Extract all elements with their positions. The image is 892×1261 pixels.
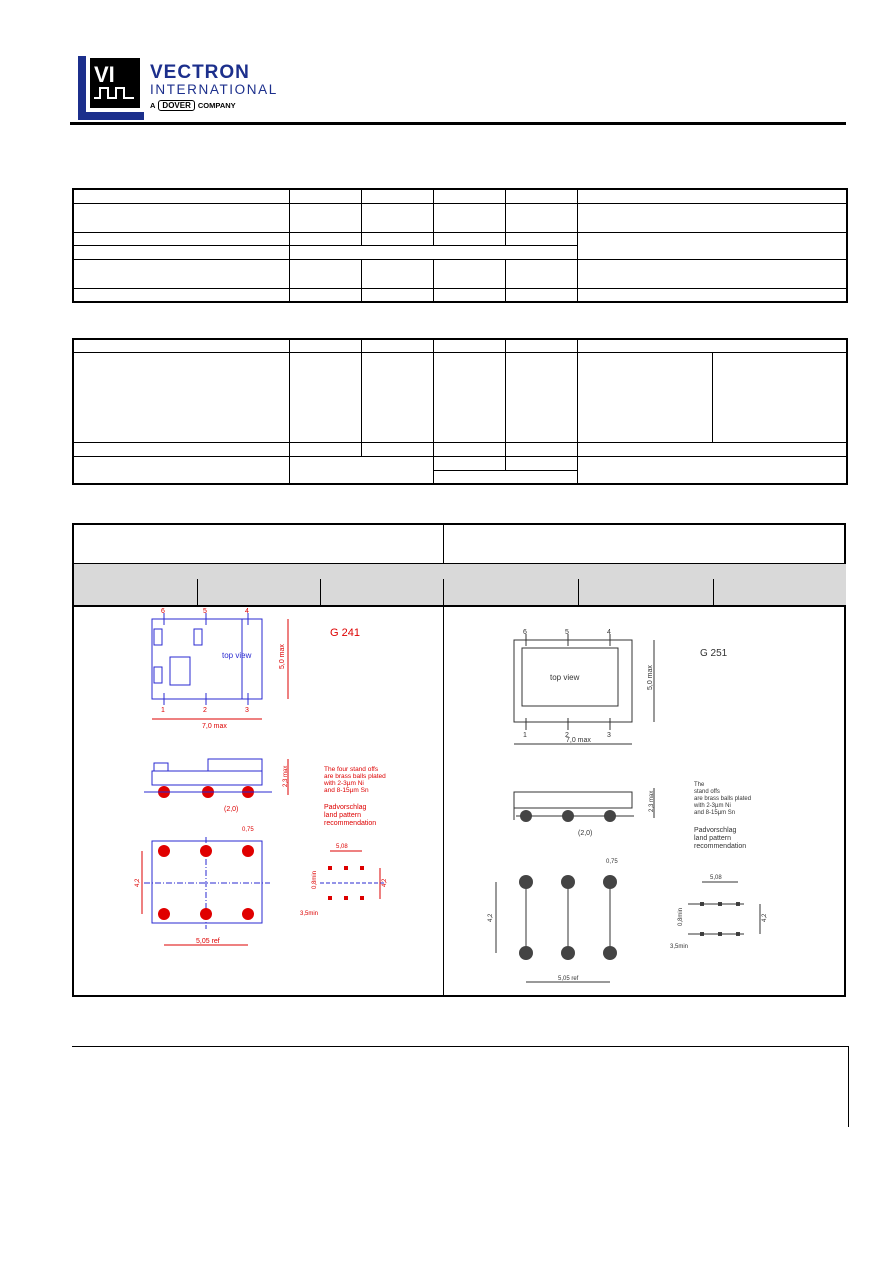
dim-label: 5,05 ref (196, 938, 220, 945)
table-cell (433, 232, 505, 245)
table-cell (289, 456, 433, 484)
table-cell (505, 203, 577, 232)
dim-label: 0,75 (606, 859, 618, 865)
drawing-g241 (124, 605, 444, 995)
table-cell (577, 232, 847, 259)
table-cell (433, 259, 505, 288)
header-rule (70, 122, 846, 125)
table-cell (289, 442, 361, 456)
table-cell (433, 189, 505, 203)
note-line: and 8-15µm Sn (694, 810, 736, 816)
table-cell (433, 442, 505, 456)
brand-subtitle: INTERNATIONAL (150, 82, 278, 97)
top-view-label: top view (222, 651, 252, 660)
brand-name: VECTRON (150, 62, 250, 83)
vi-logo-mark (78, 56, 144, 120)
dover-name: DOVER (158, 100, 194, 111)
table-cell (712, 352, 847, 442)
vectron-logo (78, 56, 308, 122)
note-line: are brass balls plated (694, 796, 752, 802)
dim-label: 5,05 ref (558, 976, 579, 982)
pad-line: recommendation (694, 843, 747, 850)
table-cell (505, 259, 577, 288)
logo-letters: VI (94, 62, 115, 87)
note-line: with 2-3µm Ni (324, 780, 364, 787)
dim-label: 2,3 max (283, 765, 289, 787)
table-cell (73, 456, 289, 484)
table-cell (361, 442, 433, 456)
table-cell (361, 352, 433, 442)
table-cell (73, 203, 289, 232)
table-cell (289, 352, 361, 442)
table-cell (505, 442, 577, 456)
dim-label: 7,0 max (566, 737, 591, 744)
table-cell (433, 339, 505, 352)
table-cell (289, 189, 361, 203)
table-cell (577, 259, 847, 288)
table-cell (73, 259, 289, 288)
pad-line: land pattern (694, 835, 731, 842)
table-cell (577, 352, 712, 442)
header-cell (197, 579, 321, 605)
dim-label: 0,75 (242, 827, 254, 833)
note-line: The four stand offs (324, 766, 379, 773)
table-cell (289, 203, 361, 232)
table-cell (73, 352, 289, 442)
note-line: stand offs (694, 789, 720, 795)
dim-label: 2,3 max (649, 790, 655, 812)
spec-table-1 (72, 188, 848, 303)
dim-label: (2,0) (224, 806, 239, 813)
dim-label: 4,2 (488, 913, 494, 922)
pin-label: 5 (203, 608, 207, 615)
table-cell (433, 470, 577, 484)
pin-label: 6 (161, 608, 165, 615)
package-header-row (74, 579, 846, 607)
table-cell (73, 189, 289, 203)
dim-label: 4,2 (762, 913, 768, 922)
pin-label: 4 (245, 608, 249, 615)
dim-label: 5,08 (710, 875, 722, 881)
spec-table-2 (72, 338, 848, 485)
dim-label: 5,08 (336, 844, 348, 850)
dim-label: (2,0) (578, 830, 593, 837)
header-cell (74, 579, 198, 605)
table-cell (505, 232, 577, 245)
pin-label: 2 (565, 732, 569, 739)
table-cell (289, 339, 361, 352)
pin-label: 3 (245, 707, 249, 714)
table-cell (289, 288, 361, 302)
table-cell (289, 259, 361, 288)
pad-line: land pattern (324, 812, 361, 819)
table-cell (505, 456, 577, 470)
dim-label: 0,8min (312, 870, 318, 889)
table-cell (361, 339, 433, 352)
table-cell (433, 203, 505, 232)
header-cell (578, 579, 714, 605)
pin-label: 3 (607, 732, 611, 739)
note-line: and 8-15µm Sn (324, 787, 369, 794)
table-cell (505, 288, 577, 302)
dim-label: 4,2 (135, 878, 141, 887)
dover-tagline (150, 100, 236, 111)
part-label: G 241 (330, 627, 360, 639)
dim-label: 4,2 (382, 878, 388, 887)
table-cell (433, 456, 505, 470)
pad-line: recommendation (324, 820, 377, 827)
dover-suffix: COMPANY (197, 101, 236, 110)
table-cell (505, 189, 577, 203)
table-cell (433, 352, 505, 442)
pin-label: 4 (607, 629, 611, 636)
table-cell (361, 189, 433, 203)
table-cell (289, 232, 361, 245)
dim-label: 3,5min (300, 911, 319, 917)
dim-label: 5,0 max (647, 665, 654, 690)
top-view-label: top view (550, 673, 580, 682)
dim-label: 5,0 max (279, 644, 286, 669)
table-cell (73, 442, 289, 456)
table-cell (73, 288, 289, 302)
header-cell (443, 579, 579, 605)
pin-label: 6 (523, 629, 527, 636)
table-cell (577, 456, 847, 484)
table-cell (433, 288, 505, 302)
table-cell (505, 339, 577, 352)
pad-line: Padvorschlag (324, 804, 367, 811)
pin-label: 1 (161, 707, 165, 714)
dim-label: 7,0 max (202, 723, 227, 730)
dim-label: 3,5min (670, 944, 689, 950)
note-line: are brass balls plated (324, 773, 386, 780)
table-cell (505, 352, 577, 442)
header-cell (320, 579, 444, 605)
note-line: The (694, 782, 705, 788)
drawing-g251 (474, 620, 846, 995)
dim-label: 0,8min (678, 907, 684, 926)
table-cell (289, 245, 577, 259)
pin-label: 5 (565, 629, 569, 636)
table-cell (361, 259, 433, 288)
table-cell (361, 203, 433, 232)
table-cell (73, 339, 289, 352)
table-cell (577, 442, 847, 456)
table-cell (577, 203, 847, 232)
table-cell (73, 245, 289, 259)
pad-line: Padvorschlag (694, 827, 737, 834)
table-cell (361, 232, 433, 245)
pin-label: 1 (523, 732, 527, 739)
package-drawings (72, 523, 846, 997)
table-cell (73, 232, 289, 245)
footer-box (72, 1046, 849, 1127)
part-label: G 251 (700, 648, 728, 659)
table-cell (577, 339, 847, 352)
table-cell (577, 189, 847, 203)
table-cell (361, 288, 433, 302)
pin-label: 2 (203, 707, 207, 714)
note-line: with 2-3µm Ni (694, 803, 731, 809)
dover-prefix: A (150, 101, 156, 110)
table-cell (577, 288, 847, 302)
